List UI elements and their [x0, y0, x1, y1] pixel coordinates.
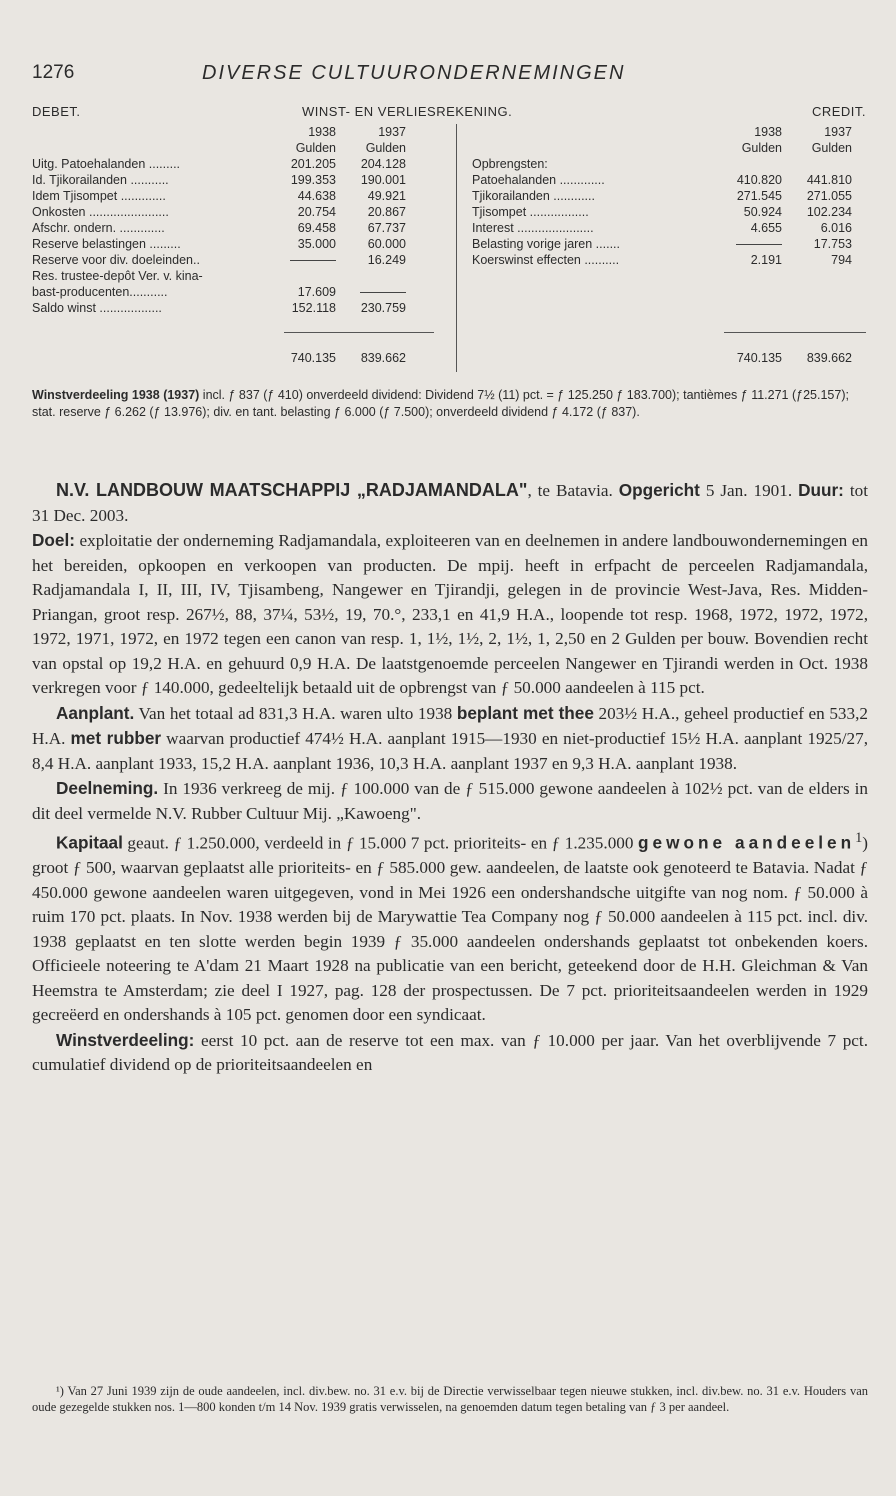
debit-value-1937: 20.867: [367, 205, 406, 219]
aanplant-text-2: 203½ H.A., geheel productief en 533,2 H.A.: [32, 703, 868, 748]
account-heading: [32, 104, 866, 122]
debet-label: DEBET.: [32, 104, 81, 119]
credit-value-1937: 794: [831, 253, 852, 267]
winstverdeeling-paragraph: [32, 1028, 868, 1078]
debit-year-1938: 1938: [308, 125, 336, 139]
opgericht-text: 5 Jan. 1901.: [699, 481, 799, 500]
credit-value-1938: [728, 236, 782, 252]
credit-value-1938: 2.191: [750, 253, 782, 267]
credit-row: [472, 172, 872, 188]
column-separator: [456, 124, 457, 372]
aanplant-thee: beplant met thee: [456, 702, 594, 723]
aanplant-label: Aanplant.: [56, 702, 135, 723]
debit-value-1937: 204.128: [360, 157, 406, 171]
credit-label: Belasting vorige jaren .......: [472, 237, 620, 251]
credit-value-1938: 50.924: [743, 205, 782, 219]
company-article: [32, 478, 868, 1078]
debit-label: Saldo winst ..................: [32, 301, 162, 315]
summary-text: incl. ƒ 837 (ƒ 410) onverdeeld dividend: Dividend 7½ (11) pct. = ƒ 125.250 ƒ 183.700); tantièmes ƒ 11.271 (ƒ25.157); stat. reserve ƒ 6.262 (ƒ 13.976); div. en tant. belasting ƒ 6.000 (ƒ 7.500); onverdeeld dividend ƒ 4.172 (ƒ 837).: [32, 388, 849, 419]
company-name: N.V. LANDBOUW MAATSCHAPPIJ „RADJAMANDALA": [56, 480, 528, 500]
credit-year-header: [472, 124, 868, 140]
credit-label: Interest ......................: [472, 221, 594, 235]
debit-value-1937: 67.737: [367, 221, 406, 235]
credit-label: Koerswinst effecten ..........: [472, 253, 620, 267]
debit-total-rule: [284, 332, 434, 333]
empty-value-dash: [736, 244, 782, 245]
debit-value-1937: 49.921: [367, 189, 406, 203]
account-title: WINST- EN VERLIESREKENING.: [302, 104, 513, 119]
credit-value-1937: 271.055: [806, 189, 852, 203]
debit-value-1937: 16.249: [367, 253, 406, 267]
credit-total-1937: 839.662: [806, 351, 852, 365]
debit-row: [32, 204, 432, 220]
credit-row: [472, 188, 872, 204]
deelneming-paragraph: [32, 776, 868, 826]
doel-label: Doel:: [32, 530, 75, 550]
credit-value-1937: 102.234: [806, 205, 852, 219]
debit-value-1938: 199.353: [290, 173, 336, 187]
page-header: [32, 62, 866, 88]
debit-value-1937: [354, 284, 406, 300]
winstverdeeling-label: Winstverdeeling:: [56, 1029, 195, 1050]
debit-value-1938: 44.638: [297, 189, 336, 203]
aanplant-text-3: waarvan productief 474½ H.A. aanplant 1915—1930 en niet-productief 15½ H.A. aanplant 1925/27, 8,4 H.A. aanplant 1933, 15,2 H.A. aanplant 1936, 10,3 H.A. aanplant 1937 en 9,3 H.A. aanplant 1938.: [32, 729, 868, 773]
kapitaal-label: Kapitaal: [56, 832, 123, 853]
debit-row: [32, 300, 432, 316]
debit-row: [32, 156, 432, 172]
debit-total-1938: 740.135: [290, 351, 336, 365]
kapitaal-text-1: geaut. ƒ 1.250.000, verdeeld in ƒ 15.000 7 pct. prioriteits- en ƒ 1.235.000: [122, 833, 639, 853]
debit-label: Idem Tjisompet .............: [32, 189, 166, 203]
deelneming-text: In 1936 verkreeg de mij. ƒ 100.000 van de ƒ 515.000 gewone aandeelen à 102½ pct. van de elders in dit deel vermelde N.V. Rubber Cultuur Mij. „Kawoeng".: [32, 779, 868, 823]
debit-value-1938: 17.609: [297, 285, 336, 299]
credit-total-1938: 740.135: [736, 351, 782, 365]
debit-total-row: [32, 350, 432, 366]
doel-text: exploitatie der onderneming Radjamandala, exploiteeren van en deelnemen in andere landbouwondernemingen en het bereiden, opkoopen en verkoopen van producten. De mpij. heeft in erfpacht de perceelen Radjamandala, Radjamandala I, II, III, IV, Tjisambeng, Nangewer en Tjirandji, gelegen in de provincie West-Java, Res. Midden-Priangan, groot resp. 267½, 88, 37¼, 53½, 19, 70.°, 233,1 en 41,9 H.A., loopende tot resp. 1968, 1972, 1972, 1972, 1972, 1971, 1972, en 1972 tegen een canon van resp. 1, 1½, 1½, 2, 1½, 1, 2,50 en 2 Gulden per bouw. Bovendien recht van opstal op 19,2 H.A. en gehuurd 0,9 H.A. De laatstgenoemde perceelen Nangewer en Tjirandi werden in Oct. 1938 verkregen voor ƒ 140.000, gedeeltelijk betaald uit de opbrengst van ƒ 50.000 aandeelen à 115 pct.: [32, 531, 868, 697]
debit-year-1937: 1937: [378, 125, 406, 139]
credit-row: [472, 204, 872, 220]
credit-value-1938: 410.820: [736, 173, 782, 187]
debit-label: Afschr. ondern. .............: [32, 221, 165, 235]
credit-value-1937: 441.810: [806, 173, 852, 187]
credit-label: CREDIT.: [811, 104, 866, 119]
profit-distribution-summary: [32, 387, 868, 421]
aanplant-text-1: Van het totaal ad 831,3 H.A. waren ulto 1938: [134, 703, 457, 723]
credit-row: [472, 236, 872, 252]
running-title: DIVERSE CULTUURONDERNEMINGEN: [202, 62, 626, 84]
credit-row: [472, 220, 872, 236]
debit-value-1938: 20.754: [297, 205, 336, 219]
debit-unit-header: [32, 140, 432, 156]
debit-value-1938: [284, 252, 336, 268]
doel-paragraph: [32, 528, 868, 701]
debit-row: [32, 252, 432, 268]
credit-unit-1938: Gulden: [741, 141, 782, 155]
article-intro: [32, 478, 868, 528]
debit-label: Reserve voor div. doeleinden..: [32, 253, 200, 267]
opbrengsten-label: Opbrengsten:: [472, 157, 548, 171]
credit-value-1938: 271.545: [736, 189, 782, 203]
credit-value-1937: 6.016: [820, 221, 852, 235]
opgericht-label: Opgericht: [618, 480, 700, 500]
debit-row: [32, 172, 432, 188]
deelneming-label: Deelneming.: [56, 778, 159, 798]
debit-row: [32, 284, 432, 300]
empty-value-dash: [290, 260, 336, 261]
credit-label: Tjisompet .................: [472, 205, 589, 219]
credit-unit-header: [472, 140, 868, 156]
credit-label: Patoehalanden .............: [472, 173, 605, 187]
duur-label: Duur:: [798, 480, 844, 500]
credit-label: Tjikorailanden ............: [472, 189, 595, 203]
credit-total-row: [472, 350, 868, 366]
kapitaal-paragraph: [32, 826, 868, 1028]
kapitaal-text-2: ) groot ƒ 500, waarvan geplaatst alle prioriteits- en ƒ 585.000 gew. aandeelen, de laatste ook genoteerd te Batavia. Nadat ƒ 450.000 gewone aandeelen waren uitgegeven, vond in Mei 1926 een ondershandsche uitgifte van nog nom. ƒ 50.000 à ruim 170 pct. plaats. In Nov. 1938 werden bij de Marywattie Tea Company nog ƒ 50.000 aandeelen à 115 pct. incl. div. 1938 geplaatst en ten slotte werden begin 1939 ƒ 35.000 aandeelen ondershands geplaatst tot onbekenden koers. Officieele noteering te A'dam 21 Maart 1928 na publicatie van een bericht, geteekend door de H.H. Gleichman & Van Heemstra te Amsterdam; zie deel I 1927, pag. 128 der prospectussen. De 7 pct. prioriteitsaandeelen werden in 1929 gecreëerd en ondershands à 105 pct. genomen door een syndicaat.: [32, 833, 869, 1025]
credit-row: [472, 252, 872, 268]
credit-value-1937: 17.753: [813, 237, 852, 251]
debit-label: Id. Tjikorailanden ...........: [32, 173, 169, 187]
debit-value-1938: 35.000: [297, 237, 336, 251]
debit-unit-1938: Gulden: [295, 141, 336, 155]
profit-loss-table: [32, 124, 868, 374]
footnote: [32, 1384, 868, 1415]
debit-year-header: [32, 124, 432, 140]
aanplant-rubber: met rubber: [70, 728, 162, 748]
debit-value-1937: 230.759: [360, 301, 406, 315]
credit-year-1938: 1938: [754, 125, 782, 139]
company-location: , te Batavia.: [527, 481, 619, 500]
debit-label: Reserve belastingen .........: [32, 237, 181, 251]
credit-unit-1937: Gulden: [811, 141, 852, 155]
aanplant-paragraph: [32, 701, 868, 777]
debit-label: Uitg. Patoehalanden .........: [32, 157, 181, 171]
credit-value-1938: 4.655: [750, 221, 782, 235]
winstverdeeling-text: eerst 10 pct. aan de reserve tot een max. van ƒ 10.000 per jaar. Van het overblijvende 7 pct. cumulatief dividend op de prioriteitsaandeelen en: [32, 1030, 868, 1075]
debit-value-1937: 190.001: [360, 173, 406, 187]
debit-value-1938: 69.458: [297, 221, 336, 235]
credit-total-rule: [724, 332, 866, 333]
debit-row: [32, 236, 432, 252]
debit-value-1938: 201.205: [290, 157, 336, 171]
debit-row: [32, 268, 432, 284]
debit-label: Onkosten .......................: [32, 205, 169, 219]
empty-value-dash: [360, 292, 406, 293]
debit-unit-1937: Gulden: [365, 141, 406, 155]
debit-label: Res. trustee-depôt Ver. v. kina-: [32, 269, 203, 283]
debit-label: bast-producenten...........: [32, 285, 168, 299]
debit-value-1937: 60.000: [367, 237, 406, 251]
duur-text: tot 31 Dec. 2003.: [32, 481, 868, 525]
gewone-aandeelen: gewone aandeelen: [638, 832, 856, 853]
footnote-text: ¹) Van 27 Juni 1939 zijn de oude aandeelen, incl. div.bew. no. 31 e.v. bij de Directie verwisselbaar tegen nieuwe stukken, incl. div.bew. no. 31 e.v. Houders van oude gezegelde stukken nos. 1—800 konden t/m 14 Nov. 1939 gratis verwisselen, na genoemden datum tegen betaling van ƒ 3 per aandeel.: [32, 1384, 868, 1414]
credit-year-1937: 1937: [824, 125, 852, 139]
debit-value-1938: 152.118: [291, 301, 336, 315]
page-number: 1276: [32, 62, 75, 83]
debit-row: [32, 220, 432, 236]
debit-total-1937: 839.662: [360, 351, 406, 365]
credit-section-header: [472, 156, 868, 172]
debit-row: [32, 188, 432, 204]
summary-lead: Winstverdeeling 1938 (1937): [32, 388, 200, 402]
footnote-marker: 1: [855, 830, 863, 846]
